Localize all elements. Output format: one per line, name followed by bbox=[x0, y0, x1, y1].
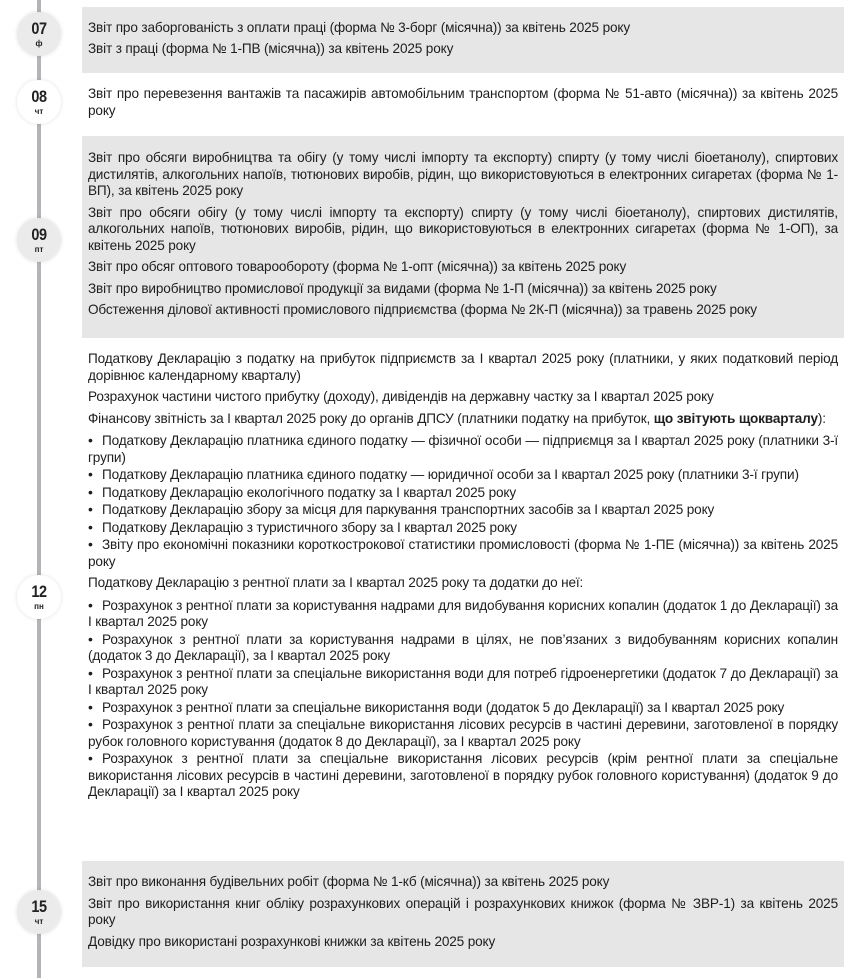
report-item: Звіт про обсяги виробництва та обігу (у тому числі імпорту та експорту) спирту (у тому числі біоетанолу), спиртових дистилятів, алкогольних напоїв, тютюнових виробів, рідин, що використовуються в електронних сигаретах (форма № 1-ВП), за квітень 2025 року bbox=[88, 150, 838, 198]
weekday-label: ф bbox=[35, 38, 43, 48]
date-badge bbox=[17, 575, 61, 619]
day-number: 09 bbox=[31, 224, 47, 244]
timeline-line bbox=[37, 0, 41, 978]
weekday-label: пн bbox=[34, 601, 44, 611]
report-item: Звіт про використання книг обліку розрахункових операцій і розрахункових книжок (форма № ЗВР-1) за квітень 2025 року bbox=[88, 895, 838, 927]
day-block bbox=[82, 7, 844, 73]
report-item: Розрахунок частини чистого прибутку (доходу), дивідендів на державну частку за I квартал 2025 року bbox=[88, 389, 714, 404]
day-block bbox=[82, 86, 844, 126]
report-item-text: Фінансову звітність за I квартал 2025 року до органів ДПСУ (платники податку на прибуток, bbox=[88, 410, 654, 426]
bullet-list bbox=[88, 597, 838, 801]
report-item: Звіт з праці (форма № 1-ПВ (місячна)) за квітень 2025 року bbox=[88, 40, 454, 56]
report-item: Довідку про використані розрахункові книжки за квітень 2025 року bbox=[88, 933, 496, 949]
report-item: Звіт про виробництво промислової продукції за видами (форма № 1-П (місячна)) за квітень 2025 року bbox=[88, 280, 717, 296]
weekday-label: чт bbox=[34, 106, 44, 116]
report-item bbox=[88, 411, 838, 428]
bullet-item: • Розрахунок з рентної плати за користування надрами в цілях, не пов’язаних з видобуванням корисних копалин (додаток 3 до Декларації), за I квартал 2025 року bbox=[88, 631, 838, 665]
bullet-item: • Розрахунок з рентної плати за спеціальне використання води для потреб гідроенергетики (додаток 7 до Декларації) за I квартал 2025 року bbox=[88, 665, 838, 699]
bullet-item: • Розрахунок з рентної плати за спеціальне використання води (додаток 5 до Декларації) за I квартал 2025 року bbox=[88, 699, 838, 717]
report-item: Звіт про виконання будівельних робіт (форма № 1-кб (місячна)) за квітень 2025 року bbox=[88, 874, 610, 889]
bullet-item: • Податкову Декларацію екологічного податку за I квартал 2025 року bbox=[88, 484, 838, 502]
report-item: Звіт про перевезення вантажів та пасажирів автомобільним транспортом (форма № 51-авто (місячна)) за квітень 2025 року bbox=[88, 86, 838, 118]
report-item: Податкову Декларацію з рентної плати за I квартал 2025 року та додатки до неї: bbox=[88, 575, 584, 590]
report-item: Звіт про обсяги обігу (у тому числі імпорту та експорту) спирту (у тому числі біоетанолу), спиртових дистилятів, алкогольних напоїв, тютюнових виробів, рідин, що використовуються в електронних сигаретах (форма № 1-ОП), за квітень 2025 року bbox=[88, 204, 838, 253]
report-item-emphasis: що звітують щокварталу bbox=[653, 410, 818, 426]
weekday-label: чт bbox=[34, 916, 44, 926]
report-item-text: ): bbox=[817, 410, 826, 426]
bullet-item: • Розрахунок з рентної плати за користування надрами для видобування корисних копалин (додаток 1 до Декларації) за I квартал 2025 року bbox=[88, 597, 838, 631]
bullet-item: • Податкову Декларацію платника єдиного податку — фізичної особи — підприємця за I квартал 2025 року (платники 3-ї групи) bbox=[88, 432, 838, 466]
bullet-item: • Податкову Декларацію збору за місця для паркування транспортних засобів за I квартал 2025 року bbox=[88, 501, 838, 519]
bullet-item: • Звіту про економічні показники короткострокової статистики промисловості (форма № 1-ПЕ (місячна)) за квітень 2025 року bbox=[88, 536, 838, 570]
report-item: Податкову Декларацію з податку на прибуток підприємств за I квартал 2025 року (платники, у яких податковий період дорівнює календарному кварталу) bbox=[88, 351, 838, 383]
bullet-item: • Податкову Декларацію з туристичного збору за I квартал 2025 року bbox=[88, 519, 838, 537]
report-item: Обстеження ділової активності промислового підприємства (форма № 2К-П (місячна)) за травень 2025 року bbox=[88, 302, 757, 317]
day-block bbox=[82, 136, 844, 338]
date-badge bbox=[17, 12, 61, 56]
day-block bbox=[82, 351, 844, 851]
day-number: 08 bbox=[31, 86, 47, 106]
bullet-list bbox=[88, 432, 838, 570]
day-number: 12 bbox=[31, 581, 47, 601]
day-block bbox=[82, 861, 844, 967]
bullet-item: • Податкову Декларацію платника єдиного податку — юридичної особи за I квартал 2025 року (платники 3-ї групи) bbox=[88, 466, 838, 484]
day-number: 07 bbox=[31, 18, 47, 38]
date-badge bbox=[17, 80, 61, 124]
bullet-item: • Розрахунок з рентної плати за спеціальне використання лісових ресурсів в частині деревини, заготовленої в порядку рубок головного користування (додаток 8 до Декларації), за I квартал 2025 року bbox=[88, 716, 838, 750]
report-item: Звіт про обсяг оптового товарообороту (форма № 1-опт (місячна)) за квітень 2025 року bbox=[88, 259, 627, 274]
bullet-item: • Розрахунок з рентної плати за спеціальне використання лісових ресурсів (крім рентної плати за спеціальне використання лісових ресурсів в частині деревини, заготовленої в порядку рубок головного користування) (додаток 9 до Декларації) за I квартал 2025 року bbox=[88, 750, 838, 801]
date-badge bbox=[17, 890, 61, 934]
date-badge bbox=[17, 218, 61, 262]
day-number: 15 bbox=[31, 896, 47, 916]
weekday-label: пт bbox=[34, 244, 44, 254]
report-item: Звіт про заборгованість з оплати праці (форма № 3-борг (місячна)) за квітень 2025 року bbox=[88, 20, 630, 35]
